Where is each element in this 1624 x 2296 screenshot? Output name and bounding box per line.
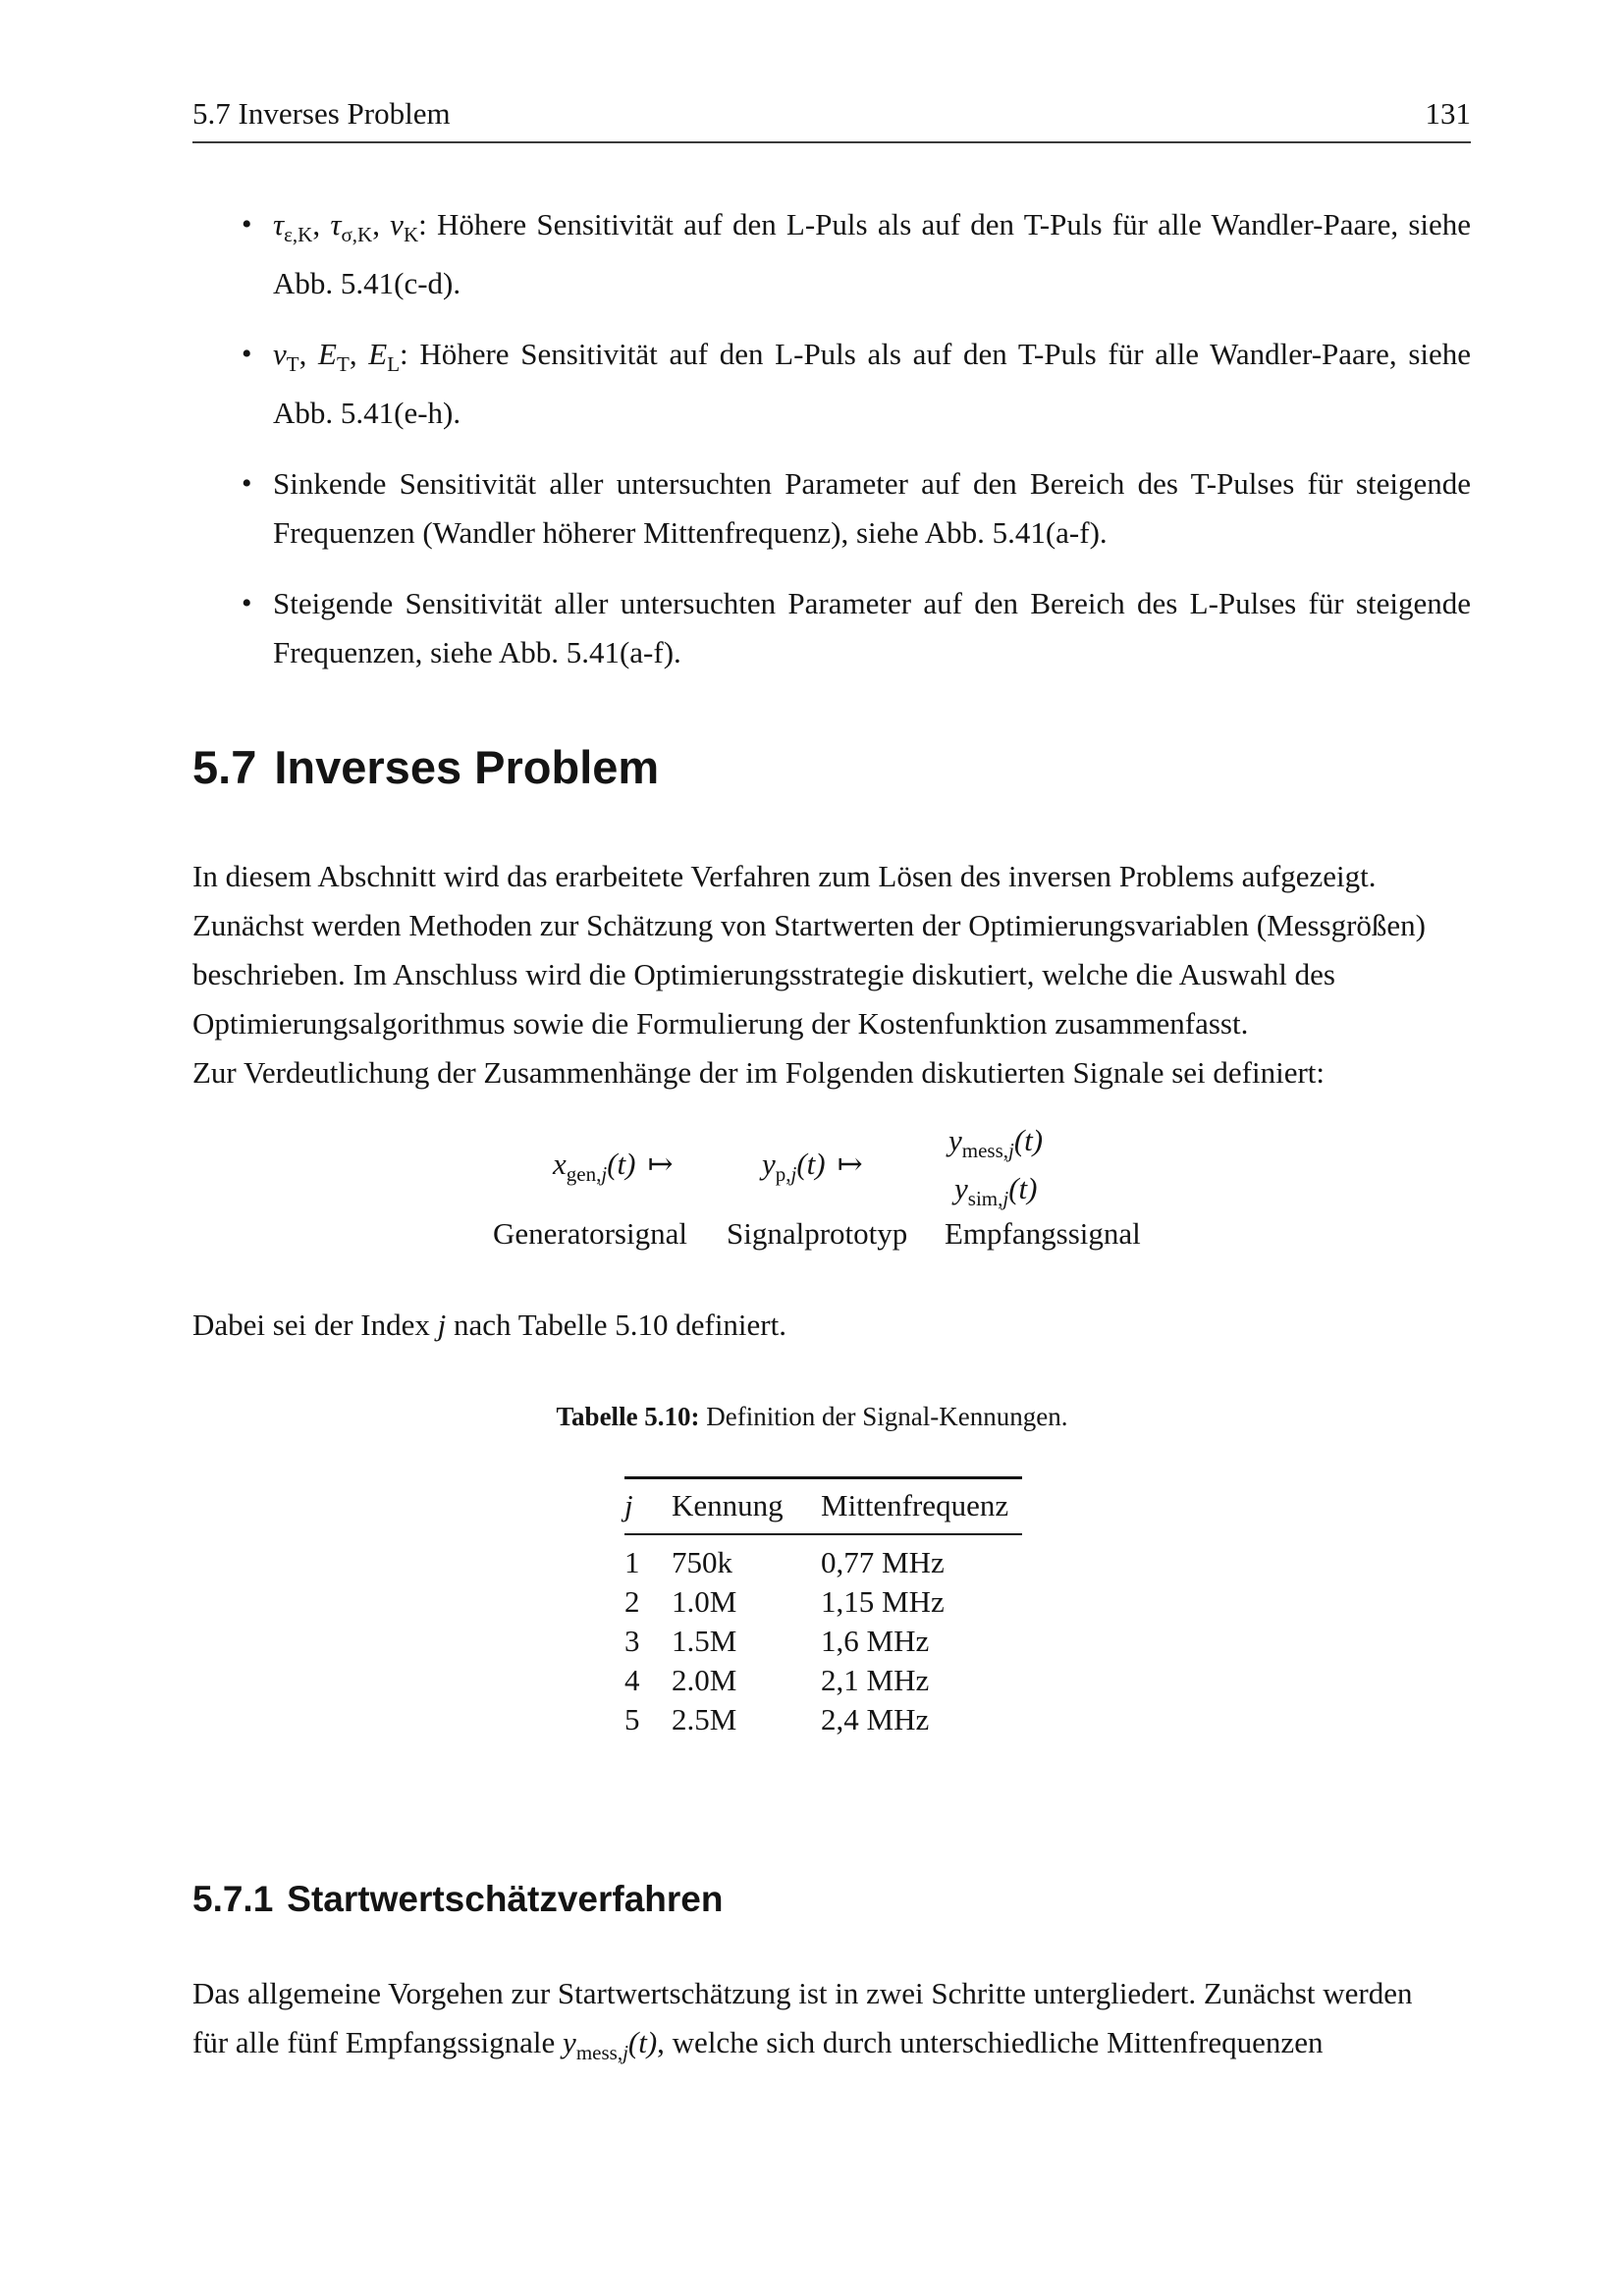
bullet-item <box>192 459 1471 558</box>
paragraph-line: Zunächst werden Methoden zur Schätzung von Startwerten der Optimierungsvariablen (Messgrößen) <box>192 908 1426 942</box>
measured-signal-inline-formula: $y_{mess,j}(t)$ <box>563 2025 658 2065</box>
table-cell: 1.5M <box>672 1624 737 1658</box>
table-cell: 1 <box>624 1545 640 1579</box>
bullet-dot-icon: • <box>242 587 252 620</box>
generator-signal-formula: $x_{gen,j}(t)$ ↦ <box>553 1147 674 1187</box>
table-top-rule <box>624 1476 1022 1479</box>
bullet-text: : Höhere Sensitivität auf den L-Puls als auf den T-Puls für alle Wandler-Paare, siehe Abb. 5.41(e-h). <box>273 337 1472 431</box>
bullet-text: Steigende Sensitivität aller untersuchten Parameter auf den Bereich des L-Pulses für steigende Frequenzen, siehe Abb. 5.41(a-f). <box>273 586 1471 670</box>
table-cell: 1,6 MHz <box>821 1624 930 1658</box>
table-cell: 750k <box>672 1545 732 1579</box>
received-signal-label: Empfangssignal <box>945 1216 1141 1251</box>
sensitivity-bullet-list <box>192 200 1471 699</box>
header-section-title: 5.7 Inverses Problem <box>192 96 451 131</box>
intro-paragraph <box>192 852 1471 1097</box>
table-header-center-frequency: Mittenfrequenz <box>821 1488 1009 1522</box>
table-cell: 0,77 MHz <box>821 1545 945 1579</box>
subsection-heading: 5.7.1 Startwertschätzverfahren <box>192 1879 724 1919</box>
index-definition-sentence: Dabei sei der Index j nach Tabelle 5.10 definiert. <box>192 1308 786 1342</box>
table-header-rule <box>624 1533 1022 1535</box>
paragraph-line: beschrieben. Im Anschluss wird die Optimierungsstrategie diskutiert, welche die Auswahl des <box>192 957 1335 991</box>
bullet-text: : Höhere Sensitivität auf den L-Puls als auf den T-Puls für alle Wandler-Paare, siehe Abb. 5.41(c-d). <box>273 207 1472 301</box>
table-cell: 1.0M <box>672 1584 737 1619</box>
simulated-signal-formula: $y_{sim,j}(t)$ <box>954 1171 1038 1211</box>
bullet-item <box>192 330 1471 438</box>
table-cell: 2.5M <box>672 1702 737 1736</box>
prototype-signal-label: Signalprototyp <box>727 1216 908 1251</box>
math-symbols: $\nu_T$, $E_T$, $E_L$ <box>273 337 401 377</box>
table-cell: 2 <box>624 1584 640 1619</box>
index-variable: j <box>437 1308 447 1342</box>
table-cell: 2,1 MHz <box>821 1663 930 1697</box>
table-cell: 1,15 MHz <box>821 1584 945 1619</box>
table-cell: 5 <box>624 1702 640 1736</box>
math-symbols: $\tau_{\varepsilon,K}$, $\tau_{\sigma,K}$, $\nu_K$ <box>273 207 419 247</box>
generator-signal-label: Generatorsignal <box>493 1216 687 1251</box>
bullet-dot-icon: • <box>242 338 252 371</box>
paragraph-line: für alle fünf Empfangssignale $y_{mess,j}(t)$, welche sich durch unterschiedliche Mittenfrequenzen <box>192 2025 1324 2065</box>
bullet-item <box>192 579 1471 677</box>
table-header-index: j <box>624 1488 633 1522</box>
bullet-dot-icon: • <box>242 467 252 501</box>
paragraph-line: Zur Verdeutlichung der Zusammenhänge der im Folgenden diskutierten Signale sei definiert: <box>192 1055 1326 1090</box>
table-cell: 2,4 MHz <box>821 1702 930 1736</box>
bullet-item <box>192 200 1471 308</box>
startwert-paragraph <box>192 1969 1471 2077</box>
table-header-identifier: Kennung <box>672 1488 784 1522</box>
paragraph-line: In diesem Abschnitt wird das erarbeitete Verfahren zum Lösen des inversen Problems aufgezeigt. <box>192 859 1377 893</box>
section-heading: 5.7 Inverses Problem <box>192 741 660 793</box>
table-cell: 3 <box>624 1624 640 1658</box>
paragraph-line: Das allgemeine Vorgehen zur Startwertschätzung ist in zwei Schritte untergliedert. Zunächst werden <box>192 1976 1413 2010</box>
page-number: 131 <box>1425 96 1471 131</box>
table-cell: 4 <box>624 1663 640 1697</box>
bullet-dot-icon: • <box>242 208 252 240</box>
bullet-text: Sinkende Sensitivität aller untersuchten Parameter auf den Bereich des T-Pulses für steigende Frequenzen (Wandler höherer Mittenfrequenz), siehe Abb. 5.41(a-f). <box>273 466 1471 551</box>
table-caption: Tabelle 5.10: Definition der Signal-Kennungen. <box>556 1402 1068 1431</box>
paragraph-line: Optimierungsalgorithmus sowie die Formulierung der Kostenfunktion zusammenfasst. <box>192 1006 1249 1041</box>
running-header <box>192 96 1471 143</box>
table-cell: 2.0M <box>672 1663 737 1697</box>
prototype-signal-formula: $y_{p,j}(t)$ ↦ <box>762 1147 863 1187</box>
measured-signal-formula: $y_{mess,j}(t)$ <box>948 1123 1044 1163</box>
